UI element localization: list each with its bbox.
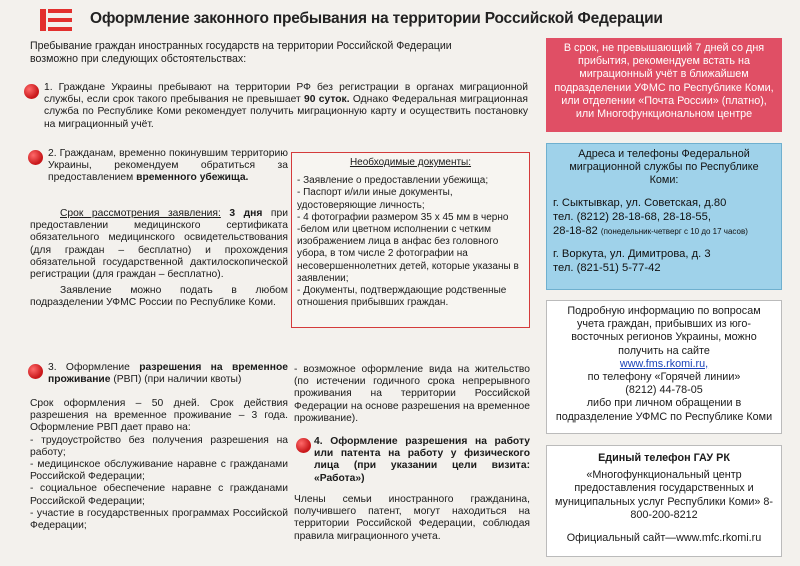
fms-addresses-title: Адреса и телефоны Федеральной миграционной службы по Республике Коми: <box>569 148 759 187</box>
section-4-lead: 4. Оформление разрешения на работу или патента на работу у физического лица <box>314 436 530 472</box>
mfc-box <box>546 445 782 557</box>
section-1-lead: 1. Граждане Украины пребывают на территории РФ без регистрации в органах миграционной службы, если срок такого пребывания не превышает <box>44 82 528 106</box>
info-box <box>546 300 782 434</box>
fms-addresses-box <box>546 143 782 290</box>
section-3-rvp: (РВП) (при наличии квоты) <box>113 374 242 386</box>
section-2-lead-block <box>48 148 288 185</box>
intro-paragraph: Пребывание граждан иностранных государств на территории Российской Федерации возможно при следующих обстоятельствах: <box>30 40 452 65</box>
hotline-phone: (8212) 44-78-05 <box>625 384 703 397</box>
section-3-right: - медицинское обслуживание наравне с гражданами Российской Федерации; <box>30 459 288 483</box>
section-2-bullet-icon <box>28 150 43 165</box>
menu-icon <box>48 9 78 37</box>
documents-title: Необходимые документы: <box>349 157 472 168</box>
fms-site-link[interactable]: www.fms.rkomi.ru, <box>619 357 709 370</box>
vorkuta-phone: тел. (821-51) 5-77-42 <box>553 261 661 274</box>
section-3-lead: 3. Оформление <box>48 362 130 373</box>
hotline-label: по телефону «Горячей линии» <box>587 371 741 384</box>
section-4-body: Члены семьи иностранного гражданина, получившего патент, могут находиться на территории Российской Федерации, соблюдая правила миграционного учета. <box>294 494 530 542</box>
section-3-lead-block <box>48 362 288 386</box>
section-3-term: Срок оформления – 50 дней. Срок действия разрешения на временное проживание – 3 года. Оформление РВП дает право на: <box>30 398 288 434</box>
documents-box <box>291 152 530 328</box>
documents-item: - 4 фотографии размером 35 х 45 мм в черно -белом или цветном исполнении с четким изображением лица в анфас без головного убора, в том числе 2 фотографии на несовершеннолетних детей, которые указаны в заявлении; <box>297 211 519 284</box>
section-2-body <box>30 208 288 310</box>
section-3-right: - трудоустройство без получения разрешения на работу; <box>30 434 288 458</box>
section-2-lead: 2. Гражданам, временно покинувшим территорию Украины, рекомендуем обратиться за предоставлением <box>48 148 288 184</box>
section-3-body <box>30 398 288 532</box>
section-3-right: - социальное обеспечение наравне с гражданами Российской Федерации; <box>30 483 288 507</box>
mfc-official-site: Официальный сайт—www.mfc.rkomi.ru <box>566 532 762 545</box>
syktyvkar-address: г. Сыктывкар, ул. Советская, д.80 <box>553 196 727 209</box>
section-4-lead-block <box>314 436 530 485</box>
section-1 <box>44 82 528 131</box>
page-title: Оформление законного пребывания на территории Российской Федерации <box>90 10 663 27</box>
section-2-term-rest: при предоставлении медицинского сертификата обязательного медицинского освидетельствования (для граждан – бесплатно) и прохождения обязательной государственной дактилоскопической регистрации (для граждан – бесплатно). <box>30 208 288 281</box>
intro-text <box>30 40 530 66</box>
section-1-bullet-icon <box>24 84 39 99</box>
section-2-apply: Заявление можно подать в любом подразделении УФМС России по Республике Коми. <box>30 285 288 309</box>
section-3-bold: разрешения на временное проживание <box>48 362 288 386</box>
documents-item: - Паспорт и/или иные документы, удостоверяющие личность; <box>297 187 453 211</box>
syktyvkar-phone: тел. (8212) 28-18-68, 28-18-55, <box>553 210 711 223</box>
section-3-continuation: - возможное оформление вида на жительство (по истечении годичного срока непрерывного проживания на территории Российской Федерации на основе разрешения на временное проживание). <box>294 364 530 424</box>
documents-item: - Документы, подтверждающие родственные отношения прибывших граждан. <box>297 285 507 309</box>
syktyvkar-phone-number: 28-18-82 <box>553 224 598 237</box>
section-1-rest: Однако Федеральная миграционная служба по Республике Коми рекомендует получить миграционную карту и осуществить постановку на миграционный учёт. <box>44 94 528 130</box>
info-text-2: либо при личном обращении в подразделение УФМС по Республике Коми <box>555 397 773 423</box>
section-2-bold: временного убежища. <box>136 172 249 184</box>
section-4-bullet-icon <box>296 438 311 453</box>
section-2-term-value: 3 дня <box>229 208 263 219</box>
migration-registration-notice: В срок, не превышающий 7 дней со дня прибытия, рекомендуем встать на миграционный учёт в ближайшем подразделении УФМС по Республике Коми, или отделении «Почта России» (платно), или Многофункциональном центре <box>546 38 782 132</box>
mfc-title: Единый телефон ГАУ РК <box>598 452 730 464</box>
section-4-note: (при указании цели визита: «Работа») <box>314 460 530 484</box>
vorkuta-address: г. Воркута, ул. Димитрова, д. 3 <box>553 247 711 260</box>
syktyvkar-phone-2 <box>553 224 775 239</box>
section-3-right: - участие в государственных программах Российской Федерации; <box>30 507 288 532</box>
mfc-body: «Многофункциональный центр предоставления государственных и муниципальных услуг Республики Коми» 8-800-200-8212 <box>555 469 773 521</box>
section-1-days: 90 суток. <box>304 94 350 106</box>
section-3-bullet-icon <box>28 364 43 379</box>
section-2-term-label: Срок рассмотрения заявления: <box>60 208 221 219</box>
documents-item: - Заявление о предоставлении убежища; <box>297 175 489 187</box>
syktyvkar-hours: (понедельник-четверг с 10 до 17 часов) <box>600 226 748 236</box>
info-text: Подробную информацию по вопросам учета граждан, прибывших из юго-восточных регионов Украины, можно получить на сайте <box>567 305 761 357</box>
